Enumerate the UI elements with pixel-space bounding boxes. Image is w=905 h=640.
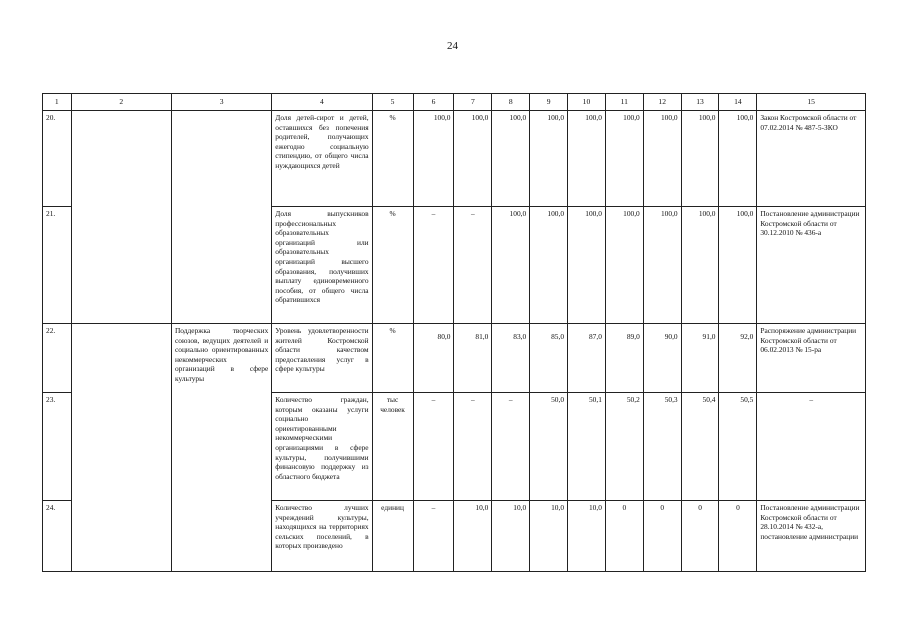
value-cell: 100,0	[681, 111, 719, 207]
indicator-cell: Количество граждан, которым оказаны услуги социально ориентированными некоммерческими организациями в сфере культуры, получившими финансовую поддержку из областного бюджета	[272, 393, 372, 501]
value-cell: –	[413, 393, 454, 501]
header-row	[43, 94, 866, 111]
basis-cell: Распоряжение администрации Костромской области от 06.02.2013 № 15-ра	[757, 324, 866, 393]
column-header: 12	[643, 94, 681, 111]
value-cell: 100,0	[605, 111, 643, 207]
indicator-cell: Количество лучших учреждений культуры, находящихся на территориях сельских поселений, в которых произведено	[272, 501, 372, 572]
row-number: 20.	[43, 111, 72, 207]
value-cell: 50,0	[530, 393, 568, 501]
value-cell: 100,0	[643, 111, 681, 207]
value-cell: 0	[681, 501, 719, 572]
value-cell: 0	[719, 501, 757, 572]
value-cell: 10,0	[568, 501, 606, 572]
value-cell: 10,0	[530, 501, 568, 572]
value-cell: 91,0	[681, 324, 719, 393]
value-cell: 100,0	[492, 207, 530, 324]
indicators-table	[42, 93, 866, 572]
value-cell: 0	[605, 501, 643, 572]
column-header: 3	[171, 94, 271, 111]
column-header: 8	[492, 94, 530, 111]
empty-cell	[71, 111, 171, 324]
basis-cell: Закон Костромской области от 07.02.2014 № 487-5-ЗКО	[757, 111, 866, 207]
value-cell: 50,1	[568, 393, 606, 501]
value-cell: –	[454, 207, 492, 324]
unit-cell: %	[372, 207, 413, 324]
indicator-cell: Уровень удовлетворенности жителей Костромской области качеством предоставления услуг в сфере культуры	[272, 324, 372, 393]
column-header: 13	[681, 94, 719, 111]
value-cell: 92,0	[719, 324, 757, 393]
value-cell: 100,0	[719, 111, 757, 207]
value-cell: 90,0	[643, 324, 681, 393]
column-header: 14	[719, 94, 757, 111]
value-cell: 100,0	[643, 207, 681, 324]
value-cell: 100,0	[530, 111, 568, 207]
value-cell: –	[454, 393, 492, 501]
value-cell: 0	[643, 501, 681, 572]
empty-cell	[171, 111, 271, 324]
value-cell: 100,0	[568, 111, 606, 207]
column-header: 4	[272, 94, 372, 111]
table-row	[43, 324, 866, 393]
value-cell: 10,0	[454, 501, 492, 572]
page-number: 24	[447, 40, 458, 52]
unit-cell: %	[372, 111, 413, 207]
row-number: 24.	[43, 501, 72, 572]
value-cell: 100,0	[605, 207, 643, 324]
task-cell: Поддержка творческих союзов, ведущих деятелей и социально ориентированных некоммерческих организаций в сфере культуры	[171, 324, 271, 572]
basis-cell: Постановление администрации Костромской области от 28.10.2014 № 432-а, постановление администрации	[757, 501, 866, 572]
unit-cell: %	[372, 324, 413, 393]
unit-cell: тыс человек	[372, 393, 413, 501]
column-header: 7	[454, 94, 492, 111]
column-header: 2	[71, 94, 171, 111]
column-header: 15	[757, 94, 866, 111]
column-header: 9	[530, 94, 568, 111]
value-cell: 50,4	[681, 393, 719, 501]
value-cell: 100,0	[568, 207, 606, 324]
value-cell: 100,0	[454, 111, 492, 207]
value-cell: –	[492, 393, 530, 501]
value-cell: 10,0	[492, 501, 530, 572]
column-header: 10	[568, 94, 606, 111]
value-cell: 50,2	[605, 393, 643, 501]
column-header: 6	[413, 94, 454, 111]
value-cell: 81,0	[454, 324, 492, 393]
row-number: 21.	[43, 207, 72, 324]
indicator-cell: Доля детей-сирот и детей, оставшихся без попечения родителей, получающих ежегодно социальную стипендию, от общего числа нуждающихся детей	[272, 111, 372, 207]
value-cell: 85,0	[530, 324, 568, 393]
value-cell: 100,0	[492, 111, 530, 207]
indicator-cell: Доля выпускников профессиональных образовательных организаций или образовательных организаций высшего образования, получивших выплату единовременного пособия, от общего числа обратившихся	[272, 207, 372, 324]
row-number: 23.	[43, 393, 72, 501]
value-cell: 87,0	[568, 324, 606, 393]
unit-cell: единиц	[372, 501, 413, 572]
value-cell: –	[413, 207, 454, 324]
table-row	[43, 111, 866, 207]
value-cell: 100,0	[413, 111, 454, 207]
value-cell: 100,0	[530, 207, 568, 324]
value-cell: 80,0	[413, 324, 454, 393]
column-header: 1	[43, 94, 72, 111]
value-cell: 50,5	[719, 393, 757, 501]
value-cell: –	[413, 501, 454, 572]
basis-cell: –	[757, 393, 866, 501]
column-header: 5	[372, 94, 413, 111]
value-cell: 89,0	[605, 324, 643, 393]
value-cell: 100,0	[719, 207, 757, 324]
empty-cell	[71, 324, 171, 572]
value-cell: 50,3	[643, 393, 681, 501]
row-number: 22.	[43, 324, 72, 393]
basis-cell: Постановление администрации Костромской области от 30.12.2010 № 436-а	[757, 207, 866, 324]
value-cell: 83,0	[492, 324, 530, 393]
value-cell: 100,0	[681, 207, 719, 324]
column-header: 11	[605, 94, 643, 111]
